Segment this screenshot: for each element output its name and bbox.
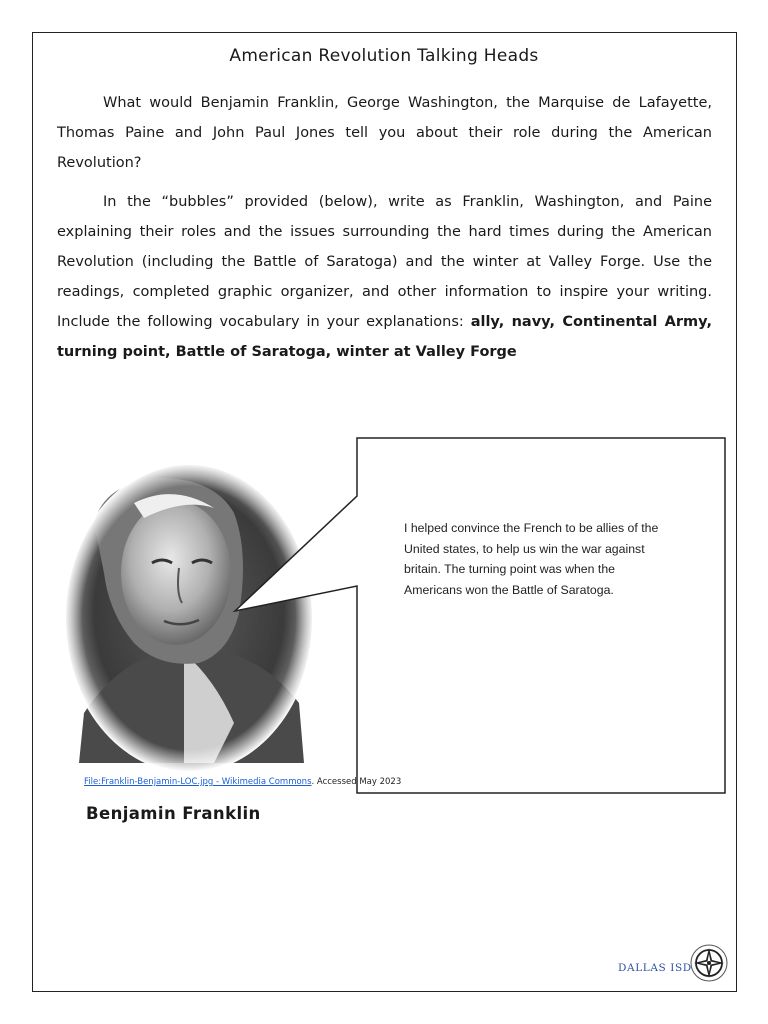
page-title: American Revolution Talking Heads bbox=[229, 46, 539, 66]
vocabulary-list: ally, navy, Continental Army, turning point, Battle of Saratoga, winter at Valley Forge bbox=[57, 314, 712, 360]
intro-paragraph-text: What would Benjamin Franklin, George Washington, the Marquise de Lafayette, Thomas Paine and John Paul Jones tell you about their role during the American Revolution? bbox=[57, 95, 712, 171]
speech-bubble bbox=[60, 436, 728, 796]
image-credit-suffix: . Accessed May 2023 bbox=[311, 777, 402, 787]
logo-text: DALLAS ISD bbox=[618, 962, 692, 974]
intro-paragraph bbox=[57, 88, 712, 178]
image-credit bbox=[84, 777, 401, 788]
compass-logo-icon bbox=[689, 943, 729, 983]
portrait-caption: Benjamin Franklin bbox=[86, 804, 261, 823]
speech-bubble-text: I helped convince the French to be allies of the United states, to help us win the war against britain. The turning point was when the Americans won the Battle of Saratoga. bbox=[404, 521, 659, 597]
image-credit-link[interactable]: File:Franklin-Benjamin-LOC.jpg - Wikimedia Commons bbox=[84, 777, 312, 787]
instructions-paragraph-text: In the “bubbles” provided (below), write as Franklin, Washington, and Paine explaining their roles and the issues surrounding the hard times during the American Revolution (including the Battle of Saratoga) and the winter at Valley Forge. Use the readings, completed graphic organizer, and other information to inspire your writing. Include the following vocabulary in your explanations: bbox=[57, 194, 712, 330]
instructions-paragraph bbox=[57, 187, 712, 367]
